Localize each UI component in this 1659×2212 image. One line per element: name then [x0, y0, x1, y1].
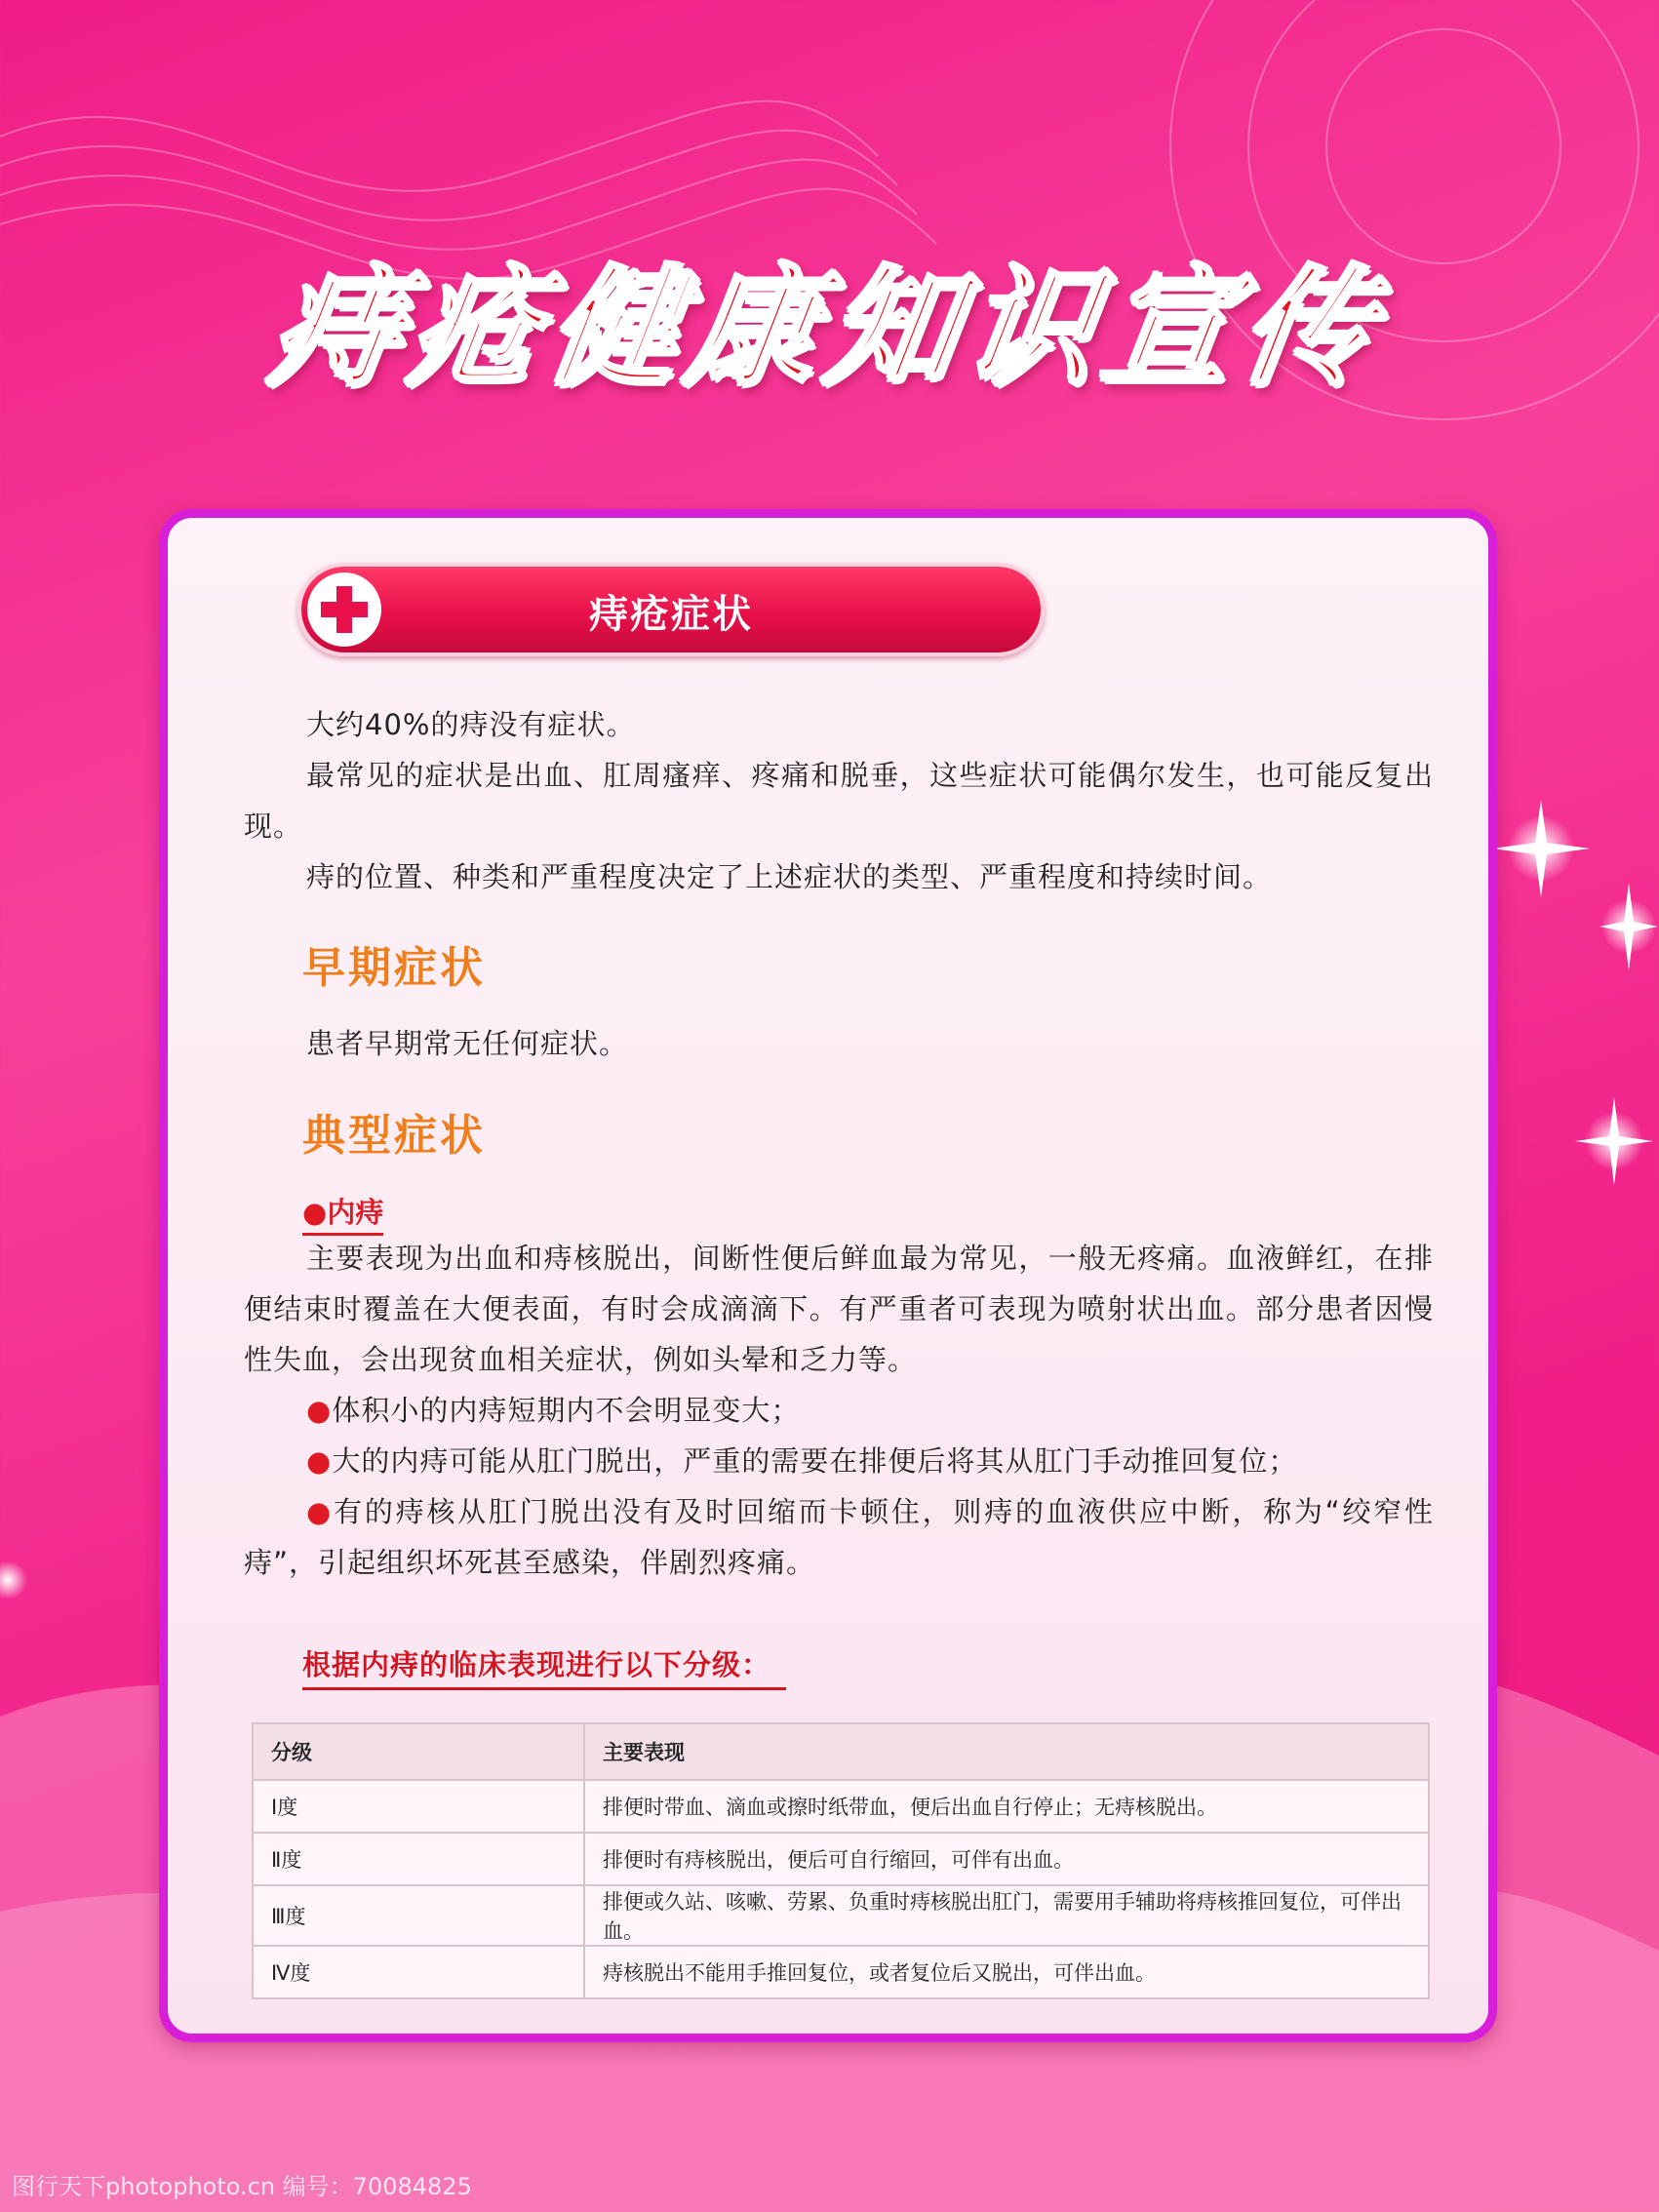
page-title: 痔疮健康知识宣传: [262, 254, 1393, 404]
grading-title: 根据内痔的临床表现进行以下分级：: [302, 1643, 786, 1690]
early-symptoms-text: 患者早期常无任何症状。: [306, 1027, 629, 1060]
bullet-item-2: ●大的内痔可能从肛门脱出，严重的需要在排便后将其从肛门手动推回复位；: [306, 1444, 1298, 1478]
internal-hemorrhoid-label: [302, 1191, 383, 1236]
typical-symptoms-heading: 典型症状: [302, 1111, 486, 1161]
bullet-dot-icon: ●: [306, 1495, 335, 1528]
table-row: [253, 1946, 1429, 1998]
table-row: [253, 1780, 1429, 1833]
bullet-dot-icon: ●: [306, 1444, 333, 1478]
internal-hemorrhoid-text: 内痔: [327, 1196, 384, 1229]
table-header-row: [253, 1723, 1429, 1780]
section-title: 痔疮症状: [589, 592, 753, 637]
watermark-text: 图行天下photophoto.cn 编号：70084825: [12, 2173, 472, 2200]
bullet-item-1: ●体积小的内痔短期内不会明显变大；: [306, 1394, 801, 1427]
bullet-item-3: ●有的痔核从肛门脱出没有及时回缩而卡顿住，则痔的血液供应中断，称为“绞窄性痔”，引起组织坏死甚至感染，伴剧烈疼痛。: [244, 1495, 1434, 1579]
table-header-level: 分级: [253, 1723, 584, 1780]
intro-paragraph-1: 大约40%的痔没有症状。: [306, 708, 636, 741]
table-cell-manifestation: 排便或久站、咳嗽、劳累、负重时痔核脱出肛门，需要用手辅助将痔核推回复位，可伴出血。: [584, 1885, 1429, 1946]
table-cell-level: Ⅲ度: [253, 1885, 584, 1946]
bullet-dot-icon: ●: [306, 1394, 333, 1427]
table-cell-manifestation: 痔核脱出不能用手推回复位，或者复位后又脱出，可伴出血。: [584, 1946, 1429, 1998]
early-symptoms-heading: 早期症状: [302, 943, 486, 993]
table-cell-manifestation: 排便时有痔核脱出，便后可自行缩回，可伴有出血。: [584, 1833, 1429, 1885]
table-row: [253, 1833, 1429, 1885]
table-header-manifestation: 主要表现: [584, 1723, 1429, 1780]
grading-table: [252, 1722, 1430, 1999]
table-cell-level: Ⅱ度: [253, 1833, 584, 1885]
bullet-dot-icon: ●: [302, 1196, 328, 1229]
table-cell-manifestation: 排便时带血、滴血或擦时纸带血，便后出血自行停止；无痔核脱出。: [584, 1780, 1429, 1833]
table-row: [253, 1885, 1429, 1946]
table-cell-level: Ⅰ度: [253, 1780, 584, 1833]
internal-hemorrhoid-description: 主要表现为出血和痔核脱出，间断性便后鲜血最为常见，一般无疼痛。血液鲜红，在排便结束时覆盖在大便表面，有时会成滴滴下。有严重者可表现为喷射状出血。部分患者因慢性失血，会出现贫血相关症状，例如头晕和乏力等。: [244, 1242, 1434, 1376]
intro-paragraph-2: 最常见的症状是出血、肛周瘙痒、疼痛和脱垂，这些症状可能偶尔发生，也可能反复出现。: [244, 759, 1434, 843]
table-cell-level: Ⅳ度: [253, 1946, 584, 1998]
intro-paragraph-3: 痔的位置、种类和严重程度决定了上述症状的类型、严重程度和持续时间。: [306, 860, 1273, 893]
